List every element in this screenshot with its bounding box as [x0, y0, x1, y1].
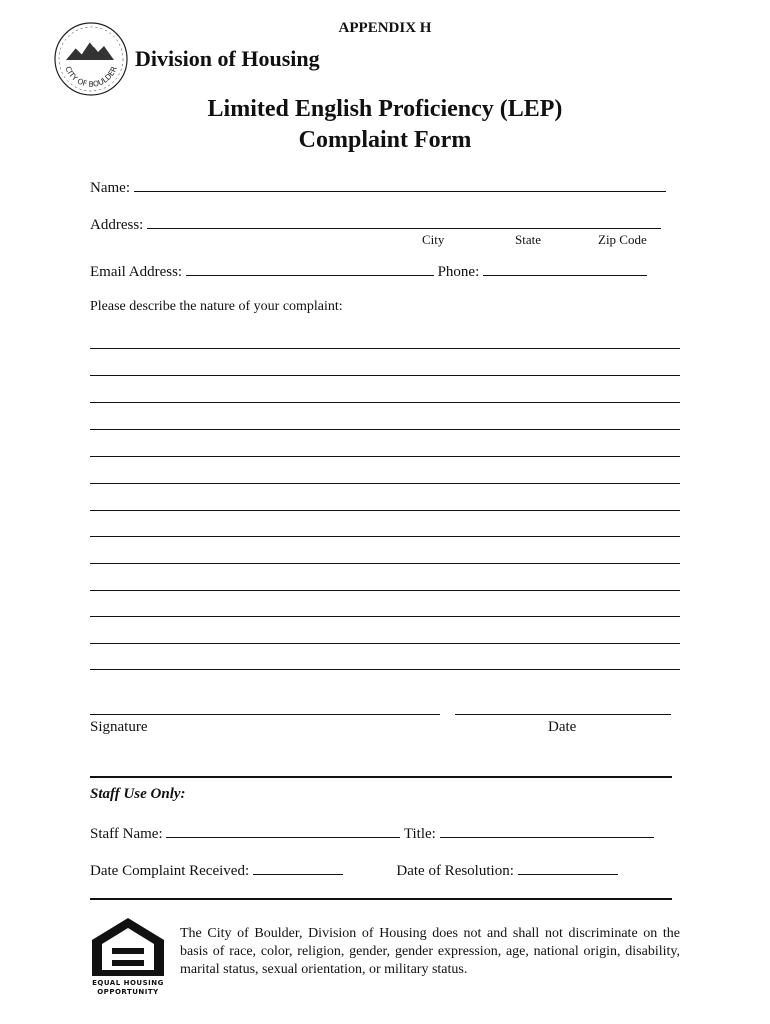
phone-field[interactable]: [483, 261, 647, 276]
complaint-line[interactable]: [90, 563, 680, 564]
date-resolution-label: Date of Resolution:: [396, 863, 514, 879]
date-resolution-field[interactable]: [518, 860, 618, 875]
date-received-label: Date Complaint Received:: [90, 863, 250, 879]
complaint-line[interactable]: [90, 510, 680, 511]
signature-label: Signature: [90, 719, 148, 735]
date-line[interactable]: [455, 714, 671, 715]
seal-text: CITY OF BOULDER: [63, 65, 119, 89]
complaint-line[interactable]: [90, 590, 680, 591]
zip-sublabel: Zip Code: [598, 232, 647, 247]
phone-label: Phone:: [437, 264, 480, 280]
form-title-line1: Limited English Proficiency (LEP): [207, 96, 563, 122]
address-field[interactable]: [147, 214, 661, 229]
email-field[interactable]: [186, 261, 434, 276]
division-heading: Division of Housing: [135, 46, 320, 71]
dates-row: [90, 860, 618, 880]
date-label: Date: [548, 719, 577, 735]
staff-use-heading: Staff Use Only:: [90, 786, 186, 802]
signature-line[interactable]: [90, 714, 440, 715]
complaint-line[interactable]: [90, 483, 680, 484]
city-seal-logo: [52, 20, 130, 98]
name-label: Name:: [90, 180, 130, 196]
staff-name-field[interactable]: [166, 823, 400, 838]
complaint-line[interactable]: [90, 669, 680, 670]
complaint-line[interactable]: [90, 429, 680, 430]
complaint-prompt: Please describe the nature of your complaint:: [90, 299, 343, 314]
staff-name-label: Staff Name:: [90, 826, 163, 842]
complaint-line[interactable]: [90, 402, 680, 403]
name-row: [90, 177, 666, 197]
staff-name-row: [90, 823, 654, 843]
nondiscrimination-statement: The City of Boulder, Division of Housing does not and shall not discriminate on the basis of race, color, religion, gender, gender expression, age, national origin, disability, marital status, sexual orientation, or military status.: [180, 926, 680, 977]
equal-housing-text-line2: OPPORTUNITY: [97, 988, 159, 996]
svg-text:CITY OF BOULDER: [63, 65, 118, 89]
form-title-line2: Complaint Form: [298, 127, 472, 153]
name-field[interactable]: [134, 177, 666, 192]
staff-divider-bottom: [90, 898, 672, 900]
equal-housing-text-line1: EQUAL HOUSING: [92, 979, 164, 987]
complaint-line[interactable]: [90, 616, 680, 617]
complaint-line[interactable]: [90, 348, 680, 349]
appendix-label: APPENDIX H: [338, 20, 432, 36]
staff-title-label: Title:: [403, 826, 436, 842]
state-sublabel: State: [515, 232, 541, 247]
date-received-field[interactable]: [253, 860, 343, 875]
staff-title-field[interactable]: [440, 823, 654, 838]
complaint-line[interactable]: [90, 456, 680, 457]
complaint-line[interactable]: [90, 375, 680, 376]
complaint-line[interactable]: [90, 643, 680, 644]
city-sublabel: City: [422, 232, 445, 247]
address-row: [90, 214, 661, 234]
email-label: Email Address:: [90, 264, 183, 280]
contact-row: [90, 261, 647, 281]
complaint-line[interactable]: [90, 536, 680, 537]
staff-divider-top: [90, 776, 672, 778]
address-label: Address:: [90, 217, 144, 233]
